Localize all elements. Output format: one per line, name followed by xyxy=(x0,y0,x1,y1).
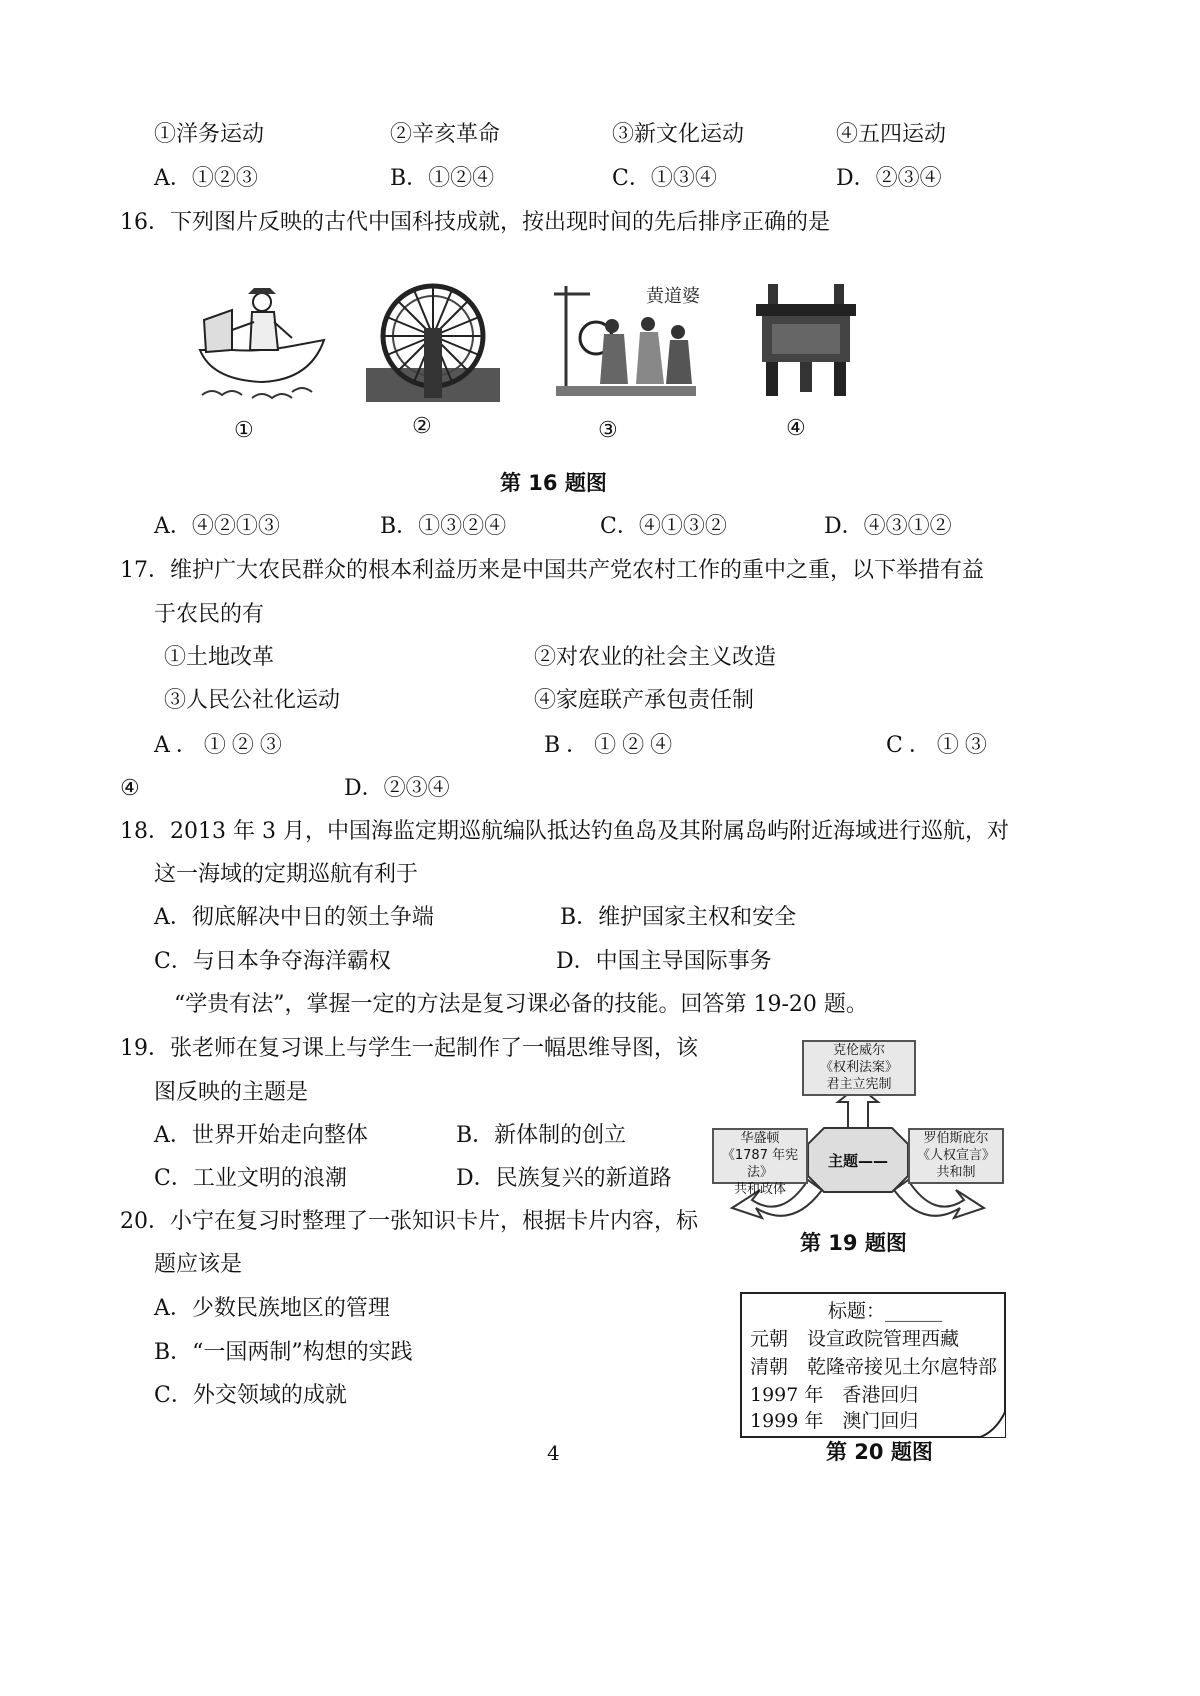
q15-option-c: C．①③④ xyxy=(612,166,717,191)
q20-stem-line1: 20．小宁在复习时整理了一张知识卡片，根据卡片内容，标 xyxy=(120,1209,698,1234)
q16-stem: 16．下列图片反映的古代中国科技成就，按出现时间的先后排序正确的是 xyxy=(120,210,830,235)
q17-stem-line2: 于农民的有 xyxy=(154,602,265,627)
q19-stem-line1: 19．张老师在复习课上与学生一起制作了一幅思维导图，该 xyxy=(120,1036,698,1061)
q15-item-4: ④五四运动 xyxy=(836,122,947,147)
mindmap-top-line1: 克伦威尔 xyxy=(832,1043,885,1058)
q18-option-d: D．中国主导国际事务 xyxy=(556,949,772,974)
q15-item-2: ②辛亥革命 xyxy=(390,122,501,147)
q19-option-c: C．工业文明的浪潮 xyxy=(154,1166,347,1191)
q16-picture-1 xyxy=(192,280,332,410)
mindmap-center-label: 主题—— xyxy=(827,1152,888,1170)
q17-option-b: B．①②④ xyxy=(544,733,679,758)
q16-picture-3-text: 黄道婆 xyxy=(646,286,700,307)
q20-stem-line2: 题应该是 xyxy=(154,1252,243,1277)
q17-option-c-cont: ④ xyxy=(120,776,140,801)
mindmap-right-box xyxy=(908,1128,1004,1184)
q15-option-a: A．①②③ xyxy=(154,166,258,191)
q16-picture-2-label: ② xyxy=(412,414,432,439)
mindmap-right-line1: 罗伯斯庇尔 xyxy=(923,1131,989,1146)
q17-option-a: A．①②③ xyxy=(154,733,288,758)
mindmap-left-line2: 《1787 年宪法》 xyxy=(721,1148,799,1180)
q15-option-b: B．①②④ xyxy=(390,166,495,191)
mindmap-left-line3: 共和政体 xyxy=(733,1182,786,1197)
q20-caption: 第 20 题图 xyxy=(826,1440,933,1464)
q19-mindmap xyxy=(712,1040,1004,1230)
q16-caption: 第 16 题图 xyxy=(500,471,607,495)
q20-knowledge-card xyxy=(740,1292,1006,1438)
q16-picture-3 xyxy=(546,276,708,406)
card-row-4: 1999 年 澳门回归 xyxy=(750,1410,919,1432)
q15-option-d: D．②③④ xyxy=(836,166,942,191)
card-title: 标题：______ xyxy=(828,1300,943,1322)
q19-option-a: A．世界开始走向整体 xyxy=(154,1123,368,1148)
q19-stem-line2: 图反映的主题是 xyxy=(154,1080,309,1105)
mindmap-left-line1: 华盛顿 xyxy=(740,1131,780,1146)
q16-picture-4-label: ④ xyxy=(786,416,806,441)
q18-stem-line2: 这一海域的定期巡航有利于 xyxy=(154,862,419,887)
mindmap-right-line3: 共和制 xyxy=(936,1165,976,1180)
q17-stem-line1: 17．维护广大农民群众的根本利益历来是中国共产党农村工作的重中之重，以下举措有益 xyxy=(120,558,984,583)
mindmap-top-line2: 《权利法案》 xyxy=(819,1060,898,1075)
card-row-3: 1997 年 香港回归 xyxy=(750,1384,919,1406)
card-row-1: 元朝 设宣政院管理西藏 xyxy=(750,1328,960,1350)
mindmap-top-line3: 君主立宪制 xyxy=(826,1077,892,1092)
section-intro: “学贵有法”，掌握一定的方法是复习课必备的技能。回答第 19-20 题。 xyxy=(174,992,868,1017)
q16-option-d: D．④③①② xyxy=(824,514,952,539)
card-row-2: 清朝 乾隆帝接见土尔扈特部 xyxy=(750,1356,998,1378)
q17-option-c: C．①③ xyxy=(886,733,993,758)
q18-option-b: B．维护国家主权和安全 xyxy=(560,905,797,930)
q17-item-1: ①土地改革 xyxy=(164,645,275,670)
mindmap-top-box xyxy=(802,1040,916,1096)
q15-item-1: ①洋务运动 xyxy=(154,122,265,147)
q16-picture-2 xyxy=(366,280,500,402)
mindmap-left-box xyxy=(712,1128,808,1197)
q19-caption: 第 19 题图 xyxy=(800,1231,907,1255)
q20-option-a: A．少数民族地区的管理 xyxy=(154,1296,390,1321)
q16-option-b: B．①③②④ xyxy=(380,514,507,539)
q20-option-c: C．外交领域的成就 xyxy=(154,1383,347,1408)
q15-item-3: ③新文化运动 xyxy=(612,122,745,147)
q16-picture-3-label: ③ xyxy=(598,418,618,443)
q17-item-4: ④家庭联产承包责任制 xyxy=(534,688,755,713)
q17-option-d: D．②③④ xyxy=(344,776,450,801)
q18-option-c: C．与日本争夺海洋霸权 xyxy=(154,949,391,974)
q17-item-3: ③人民公社化运动 xyxy=(164,688,341,713)
card-curl xyxy=(978,1410,1006,1438)
q16-option-a: A．④②①③ xyxy=(154,514,280,539)
q20-option-b: B．“一国两制”构想的实践 xyxy=(154,1340,413,1365)
page-number: 4 xyxy=(547,1441,560,1465)
q18-stem-line1: 18．2013 年 3 月，中国海监定期巡航编队抵达钓鱼岛及其附属岛屿附近海域进行巡航，对 xyxy=(120,819,1009,844)
q18-option-a: A．彻底解决中日的领土争端 xyxy=(154,905,434,930)
q19-option-b: B．新体制的创立 xyxy=(456,1123,627,1148)
q16-option-c: C．④①③② xyxy=(600,514,727,539)
mindmap-right-line2: 《人权宣言》 xyxy=(916,1148,995,1163)
q17-item-2: ②对农业的社会主义改造 xyxy=(534,645,777,670)
q16-picture-1-label: ① xyxy=(234,418,254,443)
q19-option-d: D．民族复兴的新道路 xyxy=(456,1166,672,1191)
q16-picture-4 xyxy=(750,280,862,398)
